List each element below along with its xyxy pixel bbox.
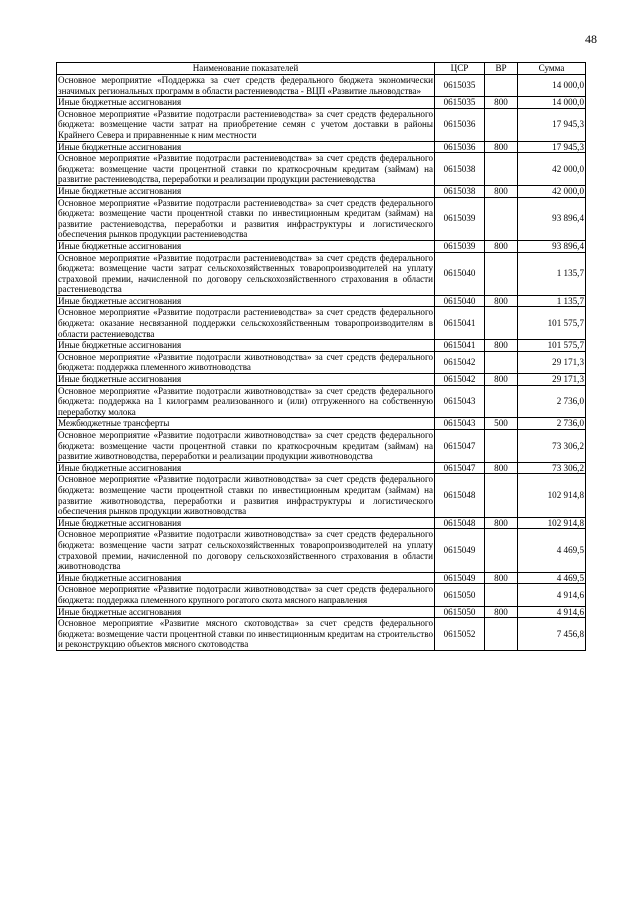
table-row [57, 141, 586, 153]
row-sum: 14 000,0 [518, 75, 586, 97]
row-sum: 4 914,6 [518, 584, 586, 606]
row-name: Иные бюджетные ассигнования [57, 572, 435, 584]
row-name: Основное мероприятие «Развитие подотрасли растениеводства» за счет средств федерального бюджета: возмещение части затрат на приобретение семян с учетом доставки в районы Крайнего Севера и приравненные к ним местности [58, 108, 433, 140]
row-sum: 102 914,8 [518, 517, 586, 529]
row-name: Основное мероприятие «Развитие подотрасли растениеводства» за счет средств федерального бюджета: возмещение части процентной ставки по инвестиционным кредитам (займам) на развитие растениеводства, переработки и развития инфраструктуры и логистического обеспечения рынков продукции растениеводства [58, 197, 433, 240]
row-vr [485, 529, 518, 572]
table-row [57, 153, 586, 186]
row-name: Основное мероприятие «Развитие подотрасли растениеводства» за счет средств федерального бюджета: возмещение части затрат сельскохозяйственных товаропроизводителей на уплату страховой премии, начисленной по договору сельскохозяйственного страхования в области растениеводства [58, 252, 433, 295]
row-sum: 93 896,4 [518, 240, 586, 252]
row-vr: 800 [485, 97, 518, 109]
row-vr [485, 108, 518, 141]
row-name: Межбюджетные трансферты [57, 418, 435, 430]
table-row [57, 97, 586, 109]
row-sum: 14 000,0 [518, 97, 586, 109]
row-name: Основное мероприятие «Развитие подотрасли растениеводства» за счет средств федерального бюджета: оказание несвязанной поддержки сельскохозяйственным товаропроизводителям в области растениеводства [58, 307, 433, 339]
table-row [57, 185, 586, 197]
row-vr [485, 351, 518, 373]
row-sum: 73 306,2 [518, 430, 586, 463]
table-row [57, 606, 586, 618]
row-csr: 0615043 [435, 418, 485, 430]
table-row [57, 430, 586, 463]
table-row [57, 418, 586, 430]
row-sum: 42 000,0 [518, 153, 586, 186]
row-sum: 42 000,0 [518, 185, 586, 197]
row-vr: 800 [485, 185, 518, 197]
row-vr: 800 [485, 340, 518, 352]
row-name: Основное мероприятие «Развитие подотрасли животноводства» за счет средств федерального бюджета: поддержка на 1 килограмм реализованного и (или) отгруженного на собственную переработку молока [58, 385, 433, 417]
row-csr: 0615043 [435, 385, 485, 418]
table-row [57, 340, 586, 352]
row-sum: 29 171,3 [518, 351, 586, 373]
table-row [57, 474, 586, 517]
row-vr: 800 [485, 517, 518, 529]
row-csr: 0615041 [435, 340, 485, 352]
budget-table [56, 62, 586, 651]
table-row [57, 618, 586, 651]
row-csr: 0615049 [435, 572, 485, 584]
row-name: Основное мероприятие «Развитие подотрасли животноводства» за счет средств федерального бюджета: возмещение части процентной ставки по инвестиционным кредитам (займам) на развитие животноводства, переработки и развития инфраструктуры и логистического обеспечения рынков продукции животноводства [58, 474, 433, 517]
row-name: Иные бюджетные ассигнования [57, 606, 435, 618]
row-sum: 101 575,7 [518, 307, 586, 340]
row-sum: 7 456,8 [518, 618, 586, 651]
row-vr: 800 [485, 606, 518, 618]
table-row [57, 529, 586, 572]
row-name: Иные бюджетные ассигнования [57, 185, 435, 197]
row-vr [485, 252, 518, 295]
row-vr: 800 [485, 240, 518, 252]
row-sum: 1 135,7 [518, 252, 586, 295]
row-vr [485, 153, 518, 186]
row-sum: 73 306,2 [518, 462, 586, 474]
row-vr: 800 [485, 141, 518, 153]
row-csr: 0615036 [435, 108, 485, 141]
row-sum: 101 575,7 [518, 340, 586, 352]
row-vr: 800 [485, 572, 518, 584]
row-name: Основное мероприятие «Поддержка за счет средств федерального бюджета экономически значимых региональных программ в области растениеводства - ВЦП «Развитие льноводства» [58, 75, 433, 96]
row-vr [485, 75, 518, 97]
row-vr [485, 307, 518, 340]
row-name: Основное мероприятие «Развитие мясного скотоводства» за счет средств федерального бюджета: возмещение части процентной ставки по инвестиционным кредитам на строительство и реконструкцию объектов мясного скотоводства [58, 618, 433, 650]
header-vr: ВР [485, 63, 518, 75]
row-csr: 0615038 [435, 153, 485, 186]
row-csr: 0615049 [435, 529, 485, 572]
row-csr: 0615042 [435, 351, 485, 373]
header-csr: ЦСР [435, 63, 485, 75]
row-csr: 0615050 [435, 606, 485, 618]
table-row [57, 374, 586, 386]
header-sum: Сумма [518, 63, 586, 75]
row-csr: 0615040 [435, 252, 485, 295]
row-vr: 800 [485, 462, 518, 474]
table-row [57, 462, 586, 474]
row-name: Иные бюджетные ассигнования [57, 141, 435, 153]
row-csr: 0615040 [435, 295, 485, 307]
row-sum: 102 914,8 [518, 474, 586, 517]
row-sum: 17 945,3 [518, 141, 586, 153]
row-name: Основное мероприятие «Развитие подотрасли животноводства» за счет средств федерального бюджета: возмещение части затрат сельскохозяйственных товаропроизводителей на уплату страховой премии, начисленной по договору сельскохозяйственного страхования в области животноводства [58, 529, 433, 572]
row-vr [485, 618, 518, 651]
row-sum: 2 736,0 [518, 385, 586, 418]
table-header-row [57, 63, 586, 75]
row-vr: 800 [485, 374, 518, 386]
row-csr: 0615039 [435, 197, 485, 240]
row-name: Иные бюджетные ассигнования [57, 517, 435, 529]
row-csr: 0615039 [435, 240, 485, 252]
row-sum: 93 896,4 [518, 197, 586, 240]
row-name: Основное мероприятие «Развитие подотрасли животноводства» за счет средств федерального бюджета: поддержка племенного животноводства [58, 351, 433, 373]
row-name: Иные бюджетные ассигнования [57, 462, 435, 474]
row-vr: 500 [485, 418, 518, 430]
row-name: Иные бюджетные ассигнования [57, 240, 435, 252]
page-number: 48 [585, 32, 597, 46]
header-name: Наименование показателей [57, 63, 435, 75]
row-name: Иные бюджетные ассигнования [57, 374, 435, 386]
row-vr [485, 474, 518, 517]
row-csr: 0615048 [435, 474, 485, 517]
table-row [57, 108, 586, 141]
row-sum: 2 736,0 [518, 418, 586, 430]
row-csr: 0615035 [435, 75, 485, 97]
row-name: Основное мероприятие «Развитие подотрасли животноводства» за счет средств федерального бюджета: возмещение части процентной ставки по краткосрочным кредитам (займам) на развитие животноводства, переработки и реализации продукции животноводства [58, 430, 433, 462]
table-row [57, 351, 586, 373]
row-sum: 4 469,5 [518, 529, 586, 572]
row-name: Основное мероприятие «Развитие подотрасли животноводства» за счет средств федерального бюджета: поддержка племенного крупного рогатого скота мясного направления [58, 584, 433, 605]
row-sum: 4 914,6 [518, 606, 586, 618]
table-row [57, 197, 586, 240]
row-vr: 800 [485, 295, 518, 307]
row-name: Иные бюджетные ассигнования [57, 97, 435, 109]
table-row [57, 572, 586, 584]
row-csr: 0615047 [435, 430, 485, 463]
table-row [57, 295, 586, 307]
row-sum: 29 171,3 [518, 374, 586, 386]
row-vr [485, 430, 518, 463]
row-name: Иные бюджетные ассигнования [57, 295, 435, 307]
row-vr [485, 584, 518, 606]
row-csr: 0615048 [435, 517, 485, 529]
row-csr: 0615038 [435, 185, 485, 197]
row-csr: 0615042 [435, 374, 485, 386]
table-row [57, 75, 586, 97]
row-csr: 0615050 [435, 584, 485, 606]
table-row [57, 307, 586, 340]
row-csr: 0615047 [435, 462, 485, 474]
table-row [57, 240, 586, 252]
row-name: Основное мероприятие «Развитие подотрасли растениеводства» за счет средств федерального бюджета: возмещение части процентной ставки по краткосрочным кредитам (займам) на развитие растениеводства, переработки и реализации продукции растениеводства [58, 153, 433, 185]
table-row [57, 252, 586, 295]
row-vr [485, 385, 518, 418]
row-csr: 0615041 [435, 307, 485, 340]
table-row [57, 385, 586, 418]
table-row [57, 517, 586, 529]
row-csr: 0615035 [435, 97, 485, 109]
row-csr: 0615036 [435, 141, 485, 153]
row-sum: 17 945,3 [518, 108, 586, 141]
table-row [57, 584, 586, 606]
row-name: Иные бюджетные ассигнования [57, 340, 435, 352]
row-sum: 1 135,7 [518, 295, 586, 307]
row-sum: 4 469,5 [518, 572, 586, 584]
row-vr [485, 197, 518, 240]
row-csr: 0615052 [435, 618, 485, 651]
